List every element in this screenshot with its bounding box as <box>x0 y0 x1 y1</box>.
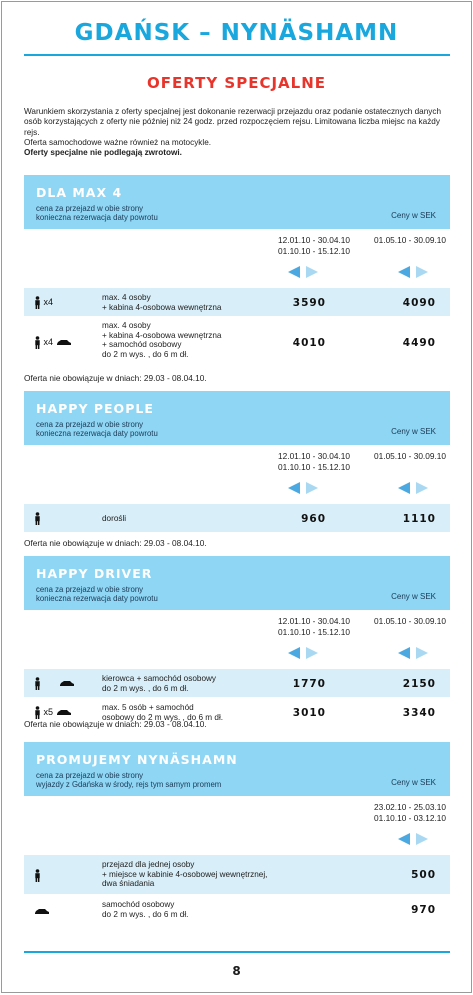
price-season-1: 960 <box>301 513 326 525</box>
season-2-dates <box>374 616 446 627</box>
offer-description <box>102 321 221 359</box>
section-desc-line: konieczna rezerwacja daty powrotu <box>36 594 158 603</box>
page-number: 8 <box>232 964 241 978</box>
person-icon <box>34 336 72 349</box>
persons-count: x4 <box>43 336 54 347</box>
persons-count: x5 <box>43 706 54 717</box>
date-range: 01.10.10 - 15.12.10 <box>278 462 350 472</box>
date-range: 01.05.10 - 30.09.10 <box>374 451 446 461</box>
desc-line: + kabina 4-osobowa wewnętrzna <box>102 330 222 340</box>
section-desc-line: wyjazdy z Gdańska w środy, rejs tym samym promem <box>36 780 222 789</box>
season-2-dates <box>374 451 446 462</box>
section-dla-max-4 <box>24 175 450 366</box>
section-happy-driver <box>24 556 450 726</box>
date-periods-row <box>24 610 450 668</box>
offer-description <box>102 514 126 524</box>
desc-line: kierowca + samochód osobowy <box>102 674 217 683</box>
intro-line-1: Warunkiem skorzystania z oferty specjalnej jest dokonanie rezerwacji przejazdu oraz podanie ostatecznych danych osób korzystających z oferty nie później niż 24 godz. przed rozpoczęciem rejsu. Limitowana liczba miejsc na każdy rejs. <box>24 107 442 137</box>
section-desc-line: cena za przejazd w obie strony <box>36 420 144 429</box>
car-icon <box>34 906 50 916</box>
bottom-divider <box>24 951 450 953</box>
desc-line: do 2 m wys. , do 6 m dł. <box>102 683 189 693</box>
section-happy-people <box>24 391 450 532</box>
desc-line: max. 5 osób + samochód <box>102 703 194 712</box>
offer-row <box>24 894 450 924</box>
desc-line: dorośli <box>102 514 127 523</box>
price-season-2: 4090 <box>402 297 436 309</box>
section-title: HAPPY DRIVER <box>36 566 153 581</box>
section-title: PROMUJEMY NYNÄSHAMN <box>36 752 238 767</box>
section-desc-line: konieczna rezerwacja daty powrotu <box>36 213 158 222</box>
price-season-1: 3010 <box>292 707 326 719</box>
season-1-dates <box>278 235 350 257</box>
section-desc-line: cena za przejazd w obie strony <box>36 771 144 780</box>
section-promujemy-nynashamn <box>24 742 450 924</box>
section-header <box>24 742 450 796</box>
price-currency-label: Ceny w SEK <box>391 427 436 436</box>
direction-arrows-icon <box>288 646 318 658</box>
car-icon <box>56 709 72 716</box>
date-range: 12.01.10 - 30.04.10 <box>278 235 350 245</box>
date-range: 12.01.10 - 30.04.10 <box>278 451 350 461</box>
offer-exclusion-note: Oferta nie obowiązuje w dniach: 29.03 - 08.04.10. <box>24 719 207 729</box>
persons-count: x4 <box>43 296 54 307</box>
price-currency-label: Ceny w SEK <box>391 592 436 601</box>
price: 970 <box>411 904 436 916</box>
section-title: DLA MAX 4 <box>36 185 123 200</box>
section-desc-line: konieczna rezerwacja daty powrotu <box>36 429 158 438</box>
date-periods-row <box>24 445 450 503</box>
offer-row <box>24 316 450 366</box>
price-season-2: 1110 <box>402 513 436 525</box>
person-icon <box>34 869 41 882</box>
person-icon <box>34 296 53 309</box>
price-season-2: 4490 <box>402 337 436 349</box>
date-range: 01.10.10 - 15.12.10 <box>278 246 350 256</box>
direction-arrows-icon <box>398 481 428 493</box>
price-season-1: 3590 <box>292 297 326 309</box>
date-range: 01.10.10 - 03.12.10 <box>374 813 446 823</box>
section-description <box>36 771 221 789</box>
date-periods-row <box>24 796 450 854</box>
section-desc-line: cena za przejazd w obie strony <box>36 585 144 594</box>
date-range: 01.05.10 - 30.09.10 <box>374 235 446 245</box>
section-header <box>24 391 450 445</box>
price-currency-label: Ceny w SEK <box>391 211 436 220</box>
offer-exclusion-note: Oferta nie obowiązuje w dniach: 29.03 - 08.04.10. <box>24 373 207 383</box>
date-range: 01.10.10 - 15.12.10 <box>278 627 350 637</box>
date-range: 01.05.10 - 30.09.10 <box>374 616 446 626</box>
price: 500 <box>411 869 436 881</box>
section-description <box>36 420 158 438</box>
section-title: HAPPY PEOPLE <box>36 401 154 416</box>
section-desc-line: cena za przejazd w obie strony <box>36 204 144 213</box>
offer-description <box>102 900 188 919</box>
season-1-dates <box>278 616 350 638</box>
intro-line-2: Oferta samochodowe ważne również na motocykle. <box>24 137 212 147</box>
price-season-2: 3340 <box>402 707 436 719</box>
direction-arrows-icon <box>398 265 428 277</box>
price-season-1: 4010 <box>292 337 326 349</box>
offer-row <box>24 668 450 697</box>
offer-exclusion-note: Oferta nie obowiązuje w dniach: 29.03 - 08.04.10. <box>24 538 207 548</box>
intro-line-3: Oferty specjalne nie podlegają zwrotowi. <box>24 148 182 158</box>
offer-row <box>24 287 450 316</box>
desc-line: przejazd dla jednej osoby <box>102 860 195 869</box>
top-divider <box>24 54 450 56</box>
desc-line: + samochód osobowy <box>102 340 182 349</box>
person-icon <box>34 677 75 690</box>
offer-row <box>24 854 450 894</box>
intro-text <box>24 107 452 158</box>
car-icon <box>59 680 75 687</box>
desc-line: dwa śniadania <box>102 879 155 888</box>
direction-arrows-icon <box>398 646 428 658</box>
person-icon <box>34 706 72 719</box>
price-currency-label: Ceny w SEK <box>391 778 436 787</box>
direction-arrows-icon <box>398 832 428 844</box>
section-description <box>36 204 158 222</box>
offer-description <box>102 860 267 889</box>
date-range: 12.01.10 - 30.04.10 <box>278 616 350 626</box>
offer-description <box>102 674 216 693</box>
car-icon <box>56 339 72 346</box>
direction-arrows-icon <box>288 481 318 493</box>
season-1-dates <box>278 451 350 473</box>
direction-arrows-icon <box>288 265 318 277</box>
desc-line: samochód osobowy <box>102 900 175 909</box>
date-range: 23.02.10 - 25.03.10 <box>374 802 446 812</box>
brochure-page <box>1 1 472 993</box>
offer-row <box>24 503 450 532</box>
desc-line: + miejsce w kabinie 4-osobowej wewnętrznej, <box>102 869 268 879</box>
offer-description <box>102 293 221 312</box>
section-header <box>24 556 450 610</box>
desc-line: do 2 m wys. , do 6 m dł. <box>102 349 189 359</box>
desc-line: osobowy do 2 m wys. , do 6 m dł. <box>102 712 224 722</box>
desc-line: max. 4 osoby <box>102 321 151 330</box>
season-2-dates <box>374 235 446 246</box>
desc-line: + kabina 4-osobowa wewnętrzna <box>102 302 222 312</box>
person-icon <box>34 512 41 525</box>
special-offers-heading: OFERTY SPECJALNE <box>146 74 327 92</box>
section-header <box>24 175 450 229</box>
date-periods-row <box>24 229 450 287</box>
desc-line: do 2 m wys. , do 6 m dł. <box>102 909 189 919</box>
price-season-1: 1770 <box>292 678 326 690</box>
season-dates <box>374 802 446 824</box>
section-description <box>36 585 158 603</box>
desc-line: max. 4 osoby <box>102 293 151 302</box>
price-season-2: 2150 <box>402 678 436 690</box>
page-title: GDAŃSK – NYNÄSHAMN <box>74 20 399 46</box>
